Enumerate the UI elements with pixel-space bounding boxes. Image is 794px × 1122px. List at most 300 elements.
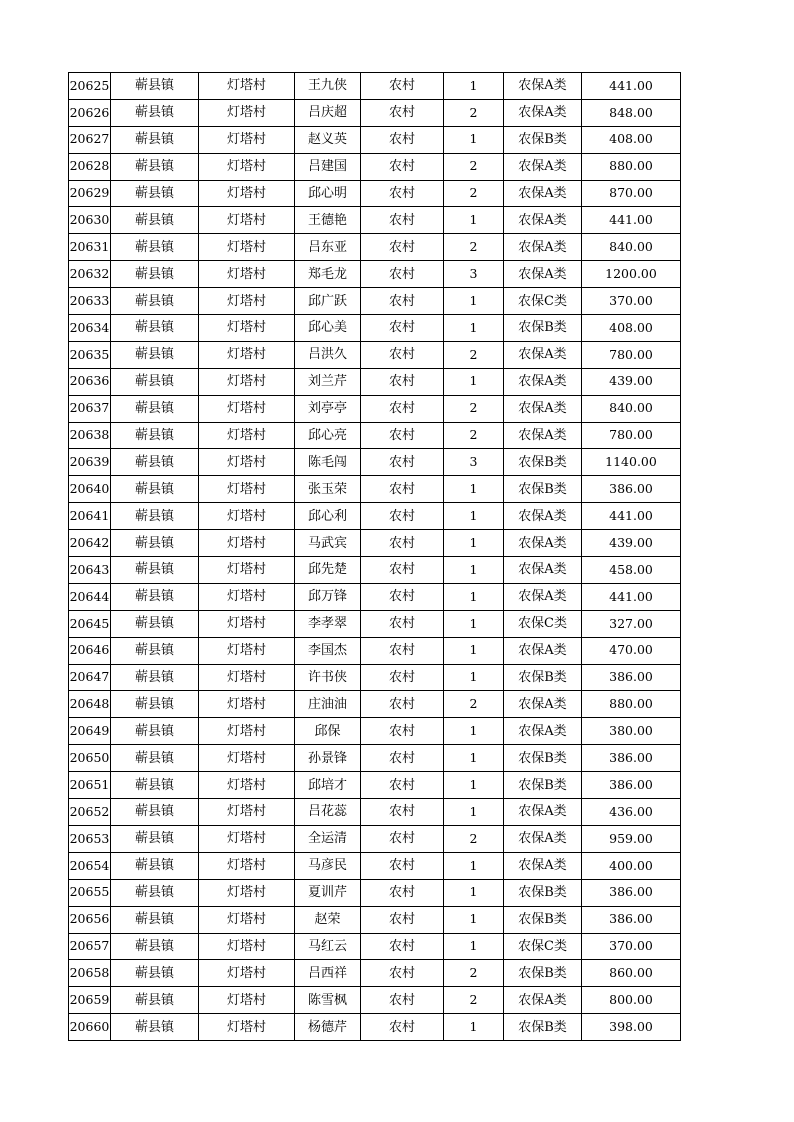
person-name-cell: 邱心美	[295, 315, 361, 342]
insurance-category-cell: 农保B类	[504, 906, 582, 933]
area-type-cell: 农村	[361, 476, 444, 503]
village-cell: 灯塔村	[199, 664, 295, 691]
record-id-cell: 20644	[69, 583, 111, 610]
record-id-cell: 20642	[69, 530, 111, 557]
amount-cell: 439.00	[582, 368, 681, 395]
area-type-cell: 农村	[361, 879, 444, 906]
table-row	[69, 153, 681, 180]
area-type-cell: 农村	[361, 987, 444, 1014]
area-type-cell: 农村	[361, 368, 444, 395]
amount-cell: 327.00	[582, 610, 681, 637]
person-name-cell: 李孝翠	[295, 610, 361, 637]
insurance-category-cell: 农保B类	[504, 772, 582, 799]
town-cell: 蕲县镇	[111, 503, 199, 530]
insurance-category-cell: 农保B类	[504, 1014, 582, 1041]
town-cell: 蕲县镇	[111, 718, 199, 745]
table-row	[69, 368, 681, 395]
person-name-cell: 邱心利	[295, 503, 361, 530]
town-cell: 蕲县镇	[111, 637, 199, 664]
record-id-cell: 20631	[69, 234, 111, 261]
household-count-cell: 1	[444, 664, 504, 691]
record-id-cell: 20655	[69, 879, 111, 906]
town-cell: 蕲县镇	[111, 126, 199, 153]
village-cell: 灯塔村	[199, 799, 295, 826]
area-type-cell: 农村	[361, 126, 444, 153]
village-cell: 灯塔村	[199, 718, 295, 745]
town-cell: 蕲县镇	[111, 557, 199, 584]
table-row	[69, 745, 681, 772]
area-type-cell: 农村	[361, 664, 444, 691]
amount-cell: 780.00	[582, 341, 681, 368]
village-cell: 灯塔村	[199, 368, 295, 395]
village-cell: 灯塔村	[199, 691, 295, 718]
town-cell: 蕲县镇	[111, 664, 199, 691]
amount-cell: 470.00	[582, 637, 681, 664]
household-count-cell: 1	[444, 126, 504, 153]
insurance-category-cell: 农保A类	[504, 153, 582, 180]
village-cell: 灯塔村	[199, 610, 295, 637]
amount-cell: 386.00	[582, 664, 681, 691]
person-name-cell: 孙景锋	[295, 745, 361, 772]
amount-cell: 1140.00	[582, 449, 681, 476]
insurance-category-cell: 农保C类	[504, 288, 582, 315]
village-cell: 灯塔村	[199, 207, 295, 234]
insurance-category-cell: 农保C类	[504, 933, 582, 960]
table-row	[69, 933, 681, 960]
insurance-category-cell: 农保A类	[504, 180, 582, 207]
household-count-cell: 1	[444, 718, 504, 745]
area-type-cell: 农村	[361, 153, 444, 180]
table-row	[69, 879, 681, 906]
amount-cell: 860.00	[582, 960, 681, 987]
village-cell: 灯塔村	[199, 637, 295, 664]
amount-cell: 800.00	[582, 987, 681, 1014]
household-count-cell: 3	[444, 261, 504, 288]
household-count-cell: 1	[444, 1014, 504, 1041]
record-id-cell: 20649	[69, 718, 111, 745]
table-row	[69, 691, 681, 718]
records-table	[68, 72, 681, 1041]
area-type-cell: 农村	[361, 503, 444, 530]
village-cell: 灯塔村	[199, 1014, 295, 1041]
insurance-category-cell: 农保A类	[504, 852, 582, 879]
person-name-cell: 杨德芹	[295, 1014, 361, 1041]
area-type-cell: 农村	[361, 180, 444, 207]
village-cell: 灯塔村	[199, 583, 295, 610]
area-type-cell: 农村	[361, 234, 444, 261]
area-type-cell: 农村	[361, 825, 444, 852]
person-name-cell: 吕洪久	[295, 341, 361, 368]
insurance-category-cell: 农保A类	[504, 422, 582, 449]
record-id-cell: 20634	[69, 315, 111, 342]
person-name-cell: 郑毛龙	[295, 261, 361, 288]
area-type-cell: 农村	[361, 99, 444, 126]
household-count-cell: 2	[444, 341, 504, 368]
village-cell: 灯塔村	[199, 288, 295, 315]
table-row	[69, 341, 681, 368]
table-row	[69, 180, 681, 207]
person-name-cell: 邱广跃	[295, 288, 361, 315]
insurance-category-cell: 农保B类	[504, 476, 582, 503]
record-id-cell: 20629	[69, 180, 111, 207]
insurance-category-cell: 农保A类	[504, 99, 582, 126]
village-cell: 灯塔村	[199, 449, 295, 476]
record-id-cell: 20648	[69, 691, 111, 718]
table-row	[69, 449, 681, 476]
village-cell: 灯塔村	[199, 234, 295, 261]
table-row	[69, 852, 681, 879]
insurance-category-cell: 农保A类	[504, 73, 582, 100]
record-id-cell: 20659	[69, 987, 111, 1014]
insurance-category-cell: 农保A类	[504, 207, 582, 234]
town-cell: 蕲县镇	[111, 261, 199, 288]
insurance-category-cell: 农保A类	[504, 368, 582, 395]
area-type-cell: 农村	[361, 637, 444, 664]
person-name-cell: 王德艳	[295, 207, 361, 234]
record-id-cell: 20639	[69, 449, 111, 476]
table-row	[69, 288, 681, 315]
town-cell: 蕲县镇	[111, 879, 199, 906]
town-cell: 蕲县镇	[111, 315, 199, 342]
table-row	[69, 1014, 681, 1041]
village-cell: 灯塔村	[199, 126, 295, 153]
record-id-cell: 20652	[69, 799, 111, 826]
town-cell: 蕲县镇	[111, 745, 199, 772]
amount-cell: 959.00	[582, 825, 681, 852]
insurance-category-cell: 农保B类	[504, 126, 582, 153]
household-count-cell: 2	[444, 987, 504, 1014]
table-row	[69, 315, 681, 342]
record-id-cell: 20641	[69, 503, 111, 530]
town-cell: 蕲县镇	[111, 73, 199, 100]
table-row	[69, 825, 681, 852]
insurance-category-cell: 农保A类	[504, 395, 582, 422]
insurance-category-cell: 农保A类	[504, 583, 582, 610]
area-type-cell: 农村	[361, 718, 444, 745]
town-cell: 蕲县镇	[111, 691, 199, 718]
household-count-cell: 1	[444, 637, 504, 664]
town-cell: 蕲县镇	[111, 341, 199, 368]
record-id-cell: 20626	[69, 99, 111, 126]
household-count-cell: 1	[444, 476, 504, 503]
person-name-cell: 马红云	[295, 933, 361, 960]
town-cell: 蕲县镇	[111, 960, 199, 987]
village-cell: 灯塔村	[199, 879, 295, 906]
table-row	[69, 799, 681, 826]
town-cell: 蕲县镇	[111, 476, 199, 503]
village-cell: 灯塔村	[199, 825, 295, 852]
village-cell: 灯塔村	[199, 987, 295, 1014]
person-name-cell: 邱万锋	[295, 583, 361, 610]
amount-cell: 880.00	[582, 691, 681, 718]
household-count-cell: 1	[444, 933, 504, 960]
table-row	[69, 610, 681, 637]
table-row	[69, 422, 681, 449]
amount-cell: 386.00	[582, 745, 681, 772]
village-cell: 灯塔村	[199, 960, 295, 987]
person-name-cell: 吕建国	[295, 153, 361, 180]
household-count-cell: 1	[444, 799, 504, 826]
record-id-cell: 20657	[69, 933, 111, 960]
person-name-cell: 许书侠	[295, 664, 361, 691]
insurance-category-cell: 农保B类	[504, 449, 582, 476]
area-type-cell: 农村	[361, 583, 444, 610]
area-type-cell: 农村	[361, 799, 444, 826]
household-count-cell: 1	[444, 288, 504, 315]
household-count-cell: 1	[444, 906, 504, 933]
table-row	[69, 73, 681, 100]
village-cell: 灯塔村	[199, 180, 295, 207]
insurance-category-cell: 农保A类	[504, 987, 582, 1014]
insurance-category-cell: 农保A类	[504, 503, 582, 530]
household-count-cell: 3	[444, 449, 504, 476]
table-row	[69, 207, 681, 234]
records-body	[69, 73, 681, 1041]
table-row	[69, 530, 681, 557]
village-cell: 灯塔村	[199, 395, 295, 422]
person-name-cell: 王九侠	[295, 73, 361, 100]
household-count-cell: 1	[444, 73, 504, 100]
town-cell: 蕲县镇	[111, 852, 199, 879]
person-name-cell: 邱培才	[295, 772, 361, 799]
town-cell: 蕲县镇	[111, 449, 199, 476]
person-name-cell: 夏训芹	[295, 879, 361, 906]
household-count-cell: 1	[444, 530, 504, 557]
person-name-cell: 李国杰	[295, 637, 361, 664]
area-type-cell: 农村	[361, 530, 444, 557]
village-cell: 灯塔村	[199, 933, 295, 960]
record-id-cell: 20658	[69, 960, 111, 987]
household-count-cell: 1	[444, 503, 504, 530]
amount-cell: 441.00	[582, 73, 681, 100]
person-name-cell: 马武宾	[295, 530, 361, 557]
amount-cell: 840.00	[582, 234, 681, 261]
insurance-category-cell: 农保A类	[504, 234, 582, 261]
amount-cell: 848.00	[582, 99, 681, 126]
household-count-cell: 1	[444, 583, 504, 610]
household-count-cell: 2	[444, 99, 504, 126]
area-type-cell: 农村	[361, 422, 444, 449]
person-name-cell: 全运清	[295, 825, 361, 852]
table-row	[69, 772, 681, 799]
village-cell: 灯塔村	[199, 153, 295, 180]
town-cell: 蕲县镇	[111, 825, 199, 852]
town-cell: 蕲县镇	[111, 422, 199, 449]
town-cell: 蕲县镇	[111, 395, 199, 422]
town-cell: 蕲县镇	[111, 583, 199, 610]
table-row	[69, 557, 681, 584]
record-id-cell: 20638	[69, 422, 111, 449]
record-id-cell: 20636	[69, 368, 111, 395]
record-id-cell: 20645	[69, 610, 111, 637]
insurance-category-cell: 农保A类	[504, 718, 582, 745]
table-row	[69, 261, 681, 288]
village-cell: 灯塔村	[199, 99, 295, 126]
record-id-cell: 20640	[69, 476, 111, 503]
household-count-cell: 2	[444, 960, 504, 987]
table-row	[69, 503, 681, 530]
area-type-cell: 农村	[361, 691, 444, 718]
area-type-cell: 农村	[361, 449, 444, 476]
person-name-cell: 邱先楚	[295, 557, 361, 584]
person-name-cell: 庄油油	[295, 691, 361, 718]
amount-cell: 436.00	[582, 799, 681, 826]
area-type-cell: 农村	[361, 933, 444, 960]
record-id-cell: 20651	[69, 772, 111, 799]
household-count-cell: 2	[444, 825, 504, 852]
table-row	[69, 99, 681, 126]
area-type-cell: 农村	[361, 557, 444, 584]
town-cell: 蕲县镇	[111, 987, 199, 1014]
amount-cell: 400.00	[582, 852, 681, 879]
household-count-cell: 2	[444, 234, 504, 261]
town-cell: 蕲县镇	[111, 99, 199, 126]
table-row	[69, 987, 681, 1014]
household-count-cell: 2	[444, 691, 504, 718]
household-count-cell: 1	[444, 610, 504, 637]
record-id-cell: 20627	[69, 126, 111, 153]
person-name-cell: 张玉荣	[295, 476, 361, 503]
amount-cell: 780.00	[582, 422, 681, 449]
insurance-category-cell: 农保B类	[504, 664, 582, 691]
record-id-cell: 20635	[69, 341, 111, 368]
amount-cell: 380.00	[582, 718, 681, 745]
amount-cell: 398.00	[582, 1014, 681, 1041]
person-name-cell: 邱心明	[295, 180, 361, 207]
insurance-category-cell: 农保A类	[504, 637, 582, 664]
town-cell: 蕲县镇	[111, 1014, 199, 1041]
record-id-cell: 20646	[69, 637, 111, 664]
town-cell: 蕲县镇	[111, 799, 199, 826]
record-id-cell: 20660	[69, 1014, 111, 1041]
person-name-cell: 陈毛闯	[295, 449, 361, 476]
person-name-cell: 吕西祥	[295, 960, 361, 987]
household-count-cell: 1	[444, 852, 504, 879]
record-id-cell: 20632	[69, 261, 111, 288]
village-cell: 灯塔村	[199, 906, 295, 933]
area-type-cell: 农村	[361, 261, 444, 288]
town-cell: 蕲县镇	[111, 368, 199, 395]
person-name-cell: 邱保	[295, 718, 361, 745]
insurance-category-cell: 农保B类	[504, 745, 582, 772]
person-name-cell: 陈雪枫	[295, 987, 361, 1014]
amount-cell: 441.00	[582, 503, 681, 530]
area-type-cell: 农村	[361, 610, 444, 637]
household-count-cell: 1	[444, 772, 504, 799]
town-cell: 蕲县镇	[111, 906, 199, 933]
town-cell: 蕲县镇	[111, 772, 199, 799]
village-cell: 灯塔村	[199, 503, 295, 530]
household-count-cell: 1	[444, 745, 504, 772]
area-type-cell: 农村	[361, 73, 444, 100]
person-name-cell: 赵荣	[295, 906, 361, 933]
town-cell: 蕲县镇	[111, 153, 199, 180]
insurance-category-cell: 农保B类	[504, 315, 582, 342]
amount-cell: 370.00	[582, 933, 681, 960]
record-id-cell: 20653	[69, 825, 111, 852]
household-count-cell: 2	[444, 395, 504, 422]
area-type-cell: 农村	[361, 395, 444, 422]
household-count-cell: 1	[444, 207, 504, 234]
household-count-cell: 2	[444, 422, 504, 449]
area-type-cell: 农村	[361, 288, 444, 315]
record-id-cell: 20654	[69, 852, 111, 879]
village-cell: 灯塔村	[199, 261, 295, 288]
amount-cell: 439.00	[582, 530, 681, 557]
village-cell: 灯塔村	[199, 341, 295, 368]
insurance-category-cell: 农保B类	[504, 879, 582, 906]
area-type-cell: 农村	[361, 1014, 444, 1041]
person-name-cell: 邱心亮	[295, 422, 361, 449]
area-type-cell: 农村	[361, 315, 444, 342]
household-count-cell: 1	[444, 557, 504, 584]
amount-cell: 1200.00	[582, 261, 681, 288]
record-id-cell: 20656	[69, 906, 111, 933]
table-row	[69, 395, 681, 422]
amount-cell: 880.00	[582, 153, 681, 180]
village-cell: 灯塔村	[199, 772, 295, 799]
village-cell: 灯塔村	[199, 315, 295, 342]
town-cell: 蕲县镇	[111, 530, 199, 557]
household-count-cell: 2	[444, 180, 504, 207]
insurance-category-cell: 农保A类	[504, 341, 582, 368]
amount-cell: 441.00	[582, 207, 681, 234]
amount-cell: 441.00	[582, 583, 681, 610]
town-cell: 蕲县镇	[111, 207, 199, 234]
record-id-cell: 20625	[69, 73, 111, 100]
person-name-cell: 吕花蕊	[295, 799, 361, 826]
village-cell: 灯塔村	[199, 852, 295, 879]
person-name-cell: 马彦民	[295, 852, 361, 879]
insurance-category-cell: 农保A类	[504, 557, 582, 584]
insurance-category-cell: 农保B类	[504, 960, 582, 987]
area-type-cell: 农村	[361, 341, 444, 368]
amount-cell: 458.00	[582, 557, 681, 584]
amount-cell: 840.00	[582, 395, 681, 422]
person-name-cell: 刘兰芹	[295, 368, 361, 395]
insurance-category-cell: 农保A类	[504, 530, 582, 557]
table-row	[69, 960, 681, 987]
town-cell: 蕲县镇	[111, 234, 199, 261]
person-name-cell: 吕庆超	[295, 99, 361, 126]
area-type-cell: 农村	[361, 772, 444, 799]
amount-cell: 870.00	[582, 180, 681, 207]
village-cell: 灯塔村	[199, 422, 295, 449]
record-id-cell: 20643	[69, 557, 111, 584]
record-id-cell: 20637	[69, 395, 111, 422]
amount-cell: 386.00	[582, 879, 681, 906]
amount-cell: 386.00	[582, 772, 681, 799]
record-id-cell: 20647	[69, 664, 111, 691]
village-cell: 灯塔村	[199, 476, 295, 503]
town-cell: 蕲县镇	[111, 610, 199, 637]
record-id-cell: 20633	[69, 288, 111, 315]
person-name-cell: 刘亭亭	[295, 395, 361, 422]
amount-cell: 386.00	[582, 906, 681, 933]
insurance-category-cell: 农保C类	[504, 610, 582, 637]
area-type-cell: 农村	[361, 960, 444, 987]
insurance-category-cell: 农保A类	[504, 825, 582, 852]
town-cell: 蕲县镇	[111, 933, 199, 960]
area-type-cell: 农村	[361, 906, 444, 933]
town-cell: 蕲县镇	[111, 288, 199, 315]
table-row	[69, 637, 681, 664]
area-type-cell: 农村	[361, 207, 444, 234]
table-row	[69, 906, 681, 933]
table-row	[69, 476, 681, 503]
village-cell: 灯塔村	[199, 530, 295, 557]
household-count-cell: 2	[444, 153, 504, 180]
